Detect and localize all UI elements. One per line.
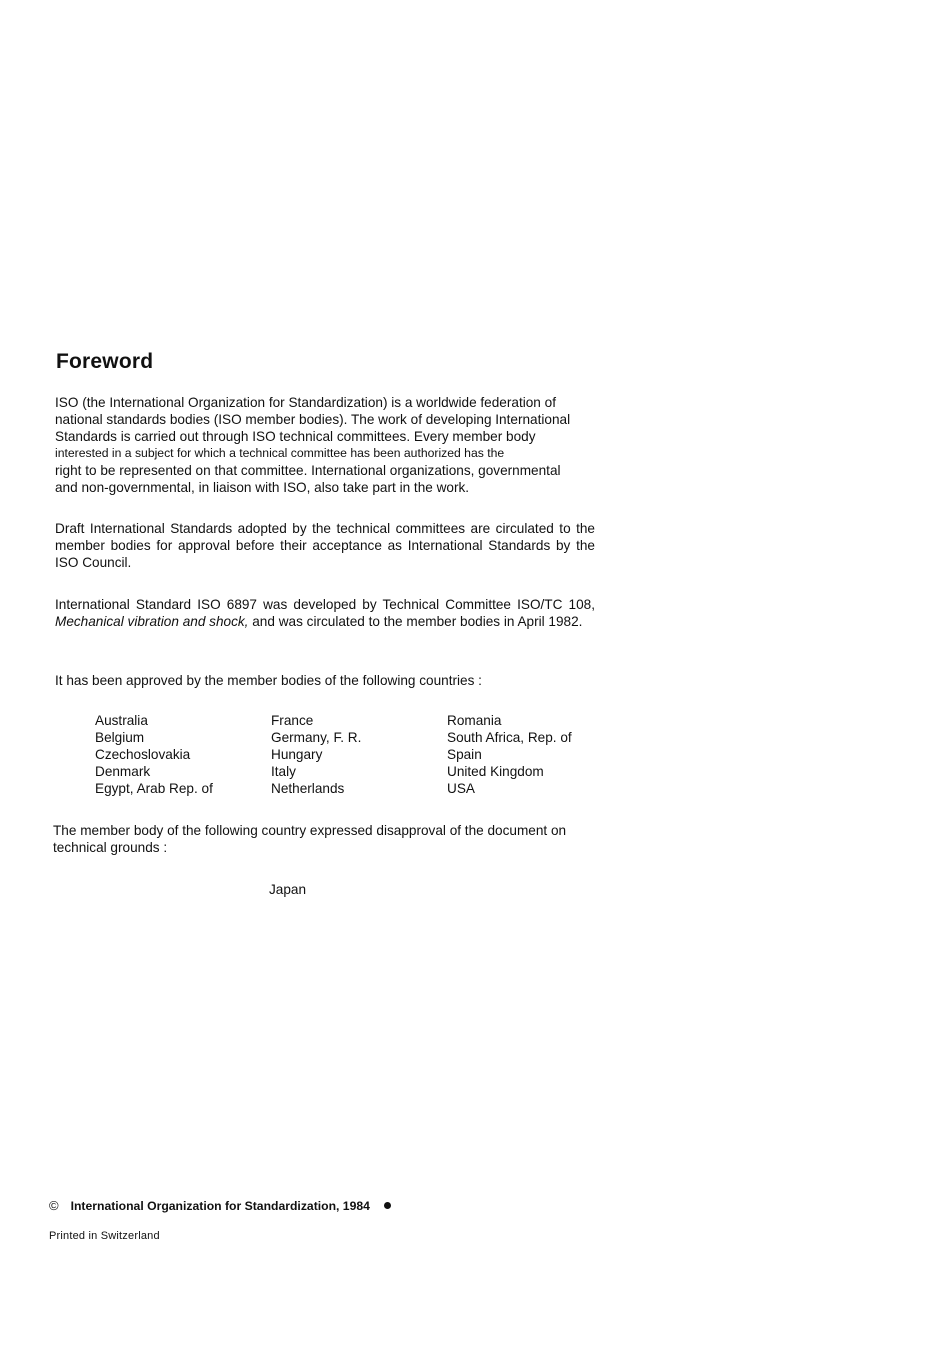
draft-standards-paragraph: Draft International Standards adopted by the technical committees are circulated to the member bodies for approval before their acceptance as International Standards by the ISO Council. (55, 521, 595, 571)
circulation-text: and was circulated to the member bodies in April 1982. (252, 614, 583, 630)
country-name: Spain (447, 747, 482, 763)
intro-paragraph (55, 394, 595, 497)
country-name: Romania (447, 713, 502, 728)
committee-title: Mechanical vibration and shock, (55, 614, 249, 630)
country-name: Belgium (95, 730, 145, 746)
country-name: Hungary (271, 747, 323, 763)
intro-line: Standards is carried out through ISO technical committees. Every member body (55, 429, 536, 445)
countries-column-2 (271, 712, 447, 797)
country-name: South Africa, Rep. of (447, 730, 572, 746)
copyright-icon: © (49, 1198, 59, 1213)
country-name: Czechoslovakia (95, 747, 191, 763)
country-name: Netherlands (271, 781, 345, 797)
approval-paragraph: It has been approved by the member bodies of the following countries : (55, 673, 482, 688)
disapproving-country: Japan (269, 882, 307, 897)
copyright-text: International Organization for Standardization, 1984 (70, 1198, 370, 1213)
bullet-icon (384, 1202, 391, 1209)
country-name: Australia (95, 713, 148, 728)
standard-development-text: International Standard ISO 6897 was developed by Technical Committee ISO/TC 108, (55, 597, 595, 612)
printed-location: Printed in Switzerland (49, 1230, 160, 1242)
copyright-notice (49, 1198, 391, 1213)
disapproval-paragraph: The member body of the following country expressed disapproval of the document on technical grounds : (53, 823, 567, 856)
country-name: Italy (271, 764, 296, 780)
intro-line: interested in a subject for which a technical committee has been authorized has the (55, 446, 505, 461)
intro-line: national standards bodies (ISO member bodies). The work of developing International (55, 412, 571, 428)
country-name: Germany, F. R. (271, 730, 362, 746)
country-name: Egypt, Arab Rep. of (95, 781, 213, 797)
approving-countries-list (95, 712, 615, 797)
countries-column-3 (447, 712, 615, 797)
countries-column-1 (95, 712, 271, 797)
country-name: United Kingdom (447, 764, 544, 780)
country-name: Denmark (95, 764, 151, 780)
intro-line: and non-governmental, in liaison with ISO, also take part in the work. (55, 480, 470, 496)
country-name: France (271, 713, 314, 728)
intro-line: ISO (the International Organization for Standardization) is a worldwide federation of (55, 395, 556, 410)
intro-line: right to be represented on that committee. International organizations, governmental (55, 463, 561, 479)
page-title: Foreword (56, 350, 154, 373)
standard-development-paragraph (55, 596, 595, 630)
country-name: USA (447, 781, 475, 797)
